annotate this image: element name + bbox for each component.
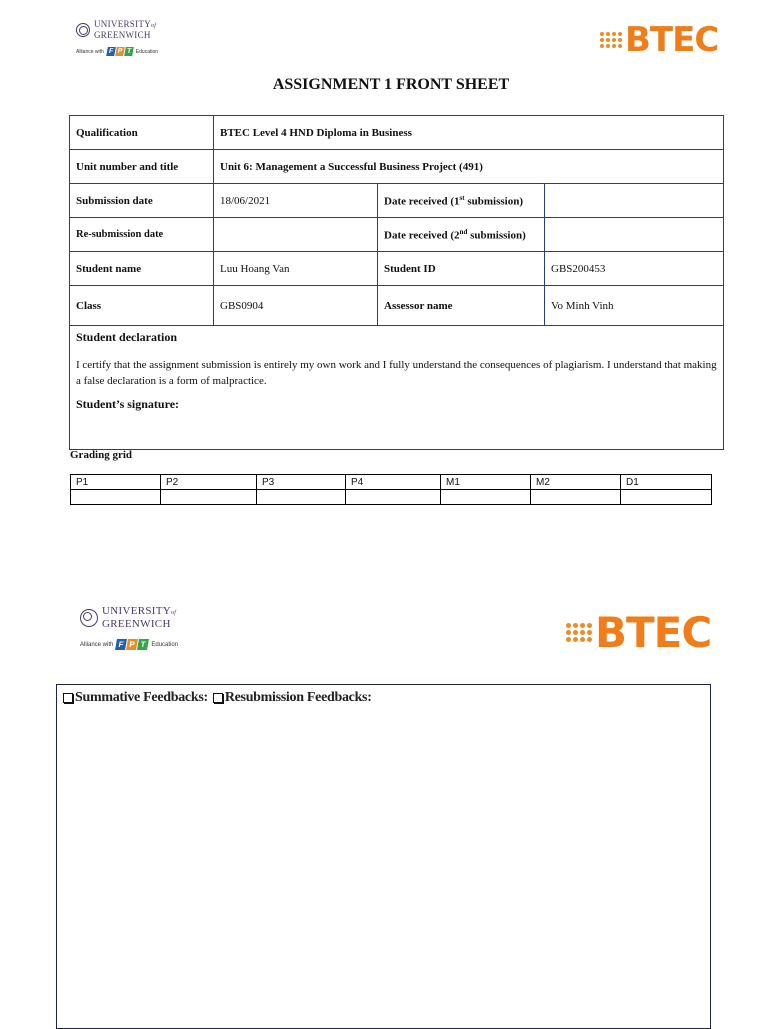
university-of-greenwich-logo — [76, 20, 186, 64]
submission-date-value: 18/06/2021 — [214, 184, 378, 218]
grade-m2: M2 — [531, 475, 621, 490]
date-received-1-value — [545, 184, 724, 218]
class-row — [70, 286, 724, 326]
assessor-value: Vo Minh Vinh — [545, 286, 724, 326]
grade-cell — [441, 490, 531, 505]
qualification-value: BTEC Level 4 HND Diploma in Business — [214, 116, 724, 150]
grading-grid — [70, 474, 712, 505]
resubmission-checkbox-icon[interactable] — [213, 693, 223, 703]
grade-cell — [346, 490, 441, 505]
fpt-alliance: Alliance with F P T Education — [80, 640, 179, 649]
grade-cell — [621, 490, 712, 505]
summative-feedback-label: Summative Feedbacks: — [75, 690, 208, 705]
fpt-logo: F P T — [116, 639, 148, 650]
class-value: GBS0904 — [214, 286, 378, 326]
qualification-row — [70, 116, 724, 150]
assessor-label: Assessor name — [378, 286, 545, 326]
grade-cell — [161, 490, 257, 505]
grade-d1: D1 — [621, 475, 712, 490]
btec-logo-page2: BTEC — [566, 608, 711, 657]
unit-value: Unit 6: Management a Successful Business Project (491) — [214, 150, 724, 184]
btec-dots-icon — [566, 623, 592, 642]
student-name-value: Luu Hoang Van — [214, 252, 378, 286]
date-received-1-label: Date received (1st submission) — [378, 184, 545, 218]
university-of-greenwich-logo-page2 — [80, 606, 200, 660]
student-row — [70, 252, 724, 286]
university-name: UNIVERSITYof GREENWICH — [94, 19, 157, 40]
unit-row — [70, 150, 724, 184]
grade-p1: P1 — [71, 475, 161, 490]
grade-cell — [257, 490, 346, 505]
resubmission-date-value — [214, 218, 378, 252]
grade-p2: P2 — [161, 475, 257, 490]
student-id-label: Student ID — [378, 252, 545, 286]
grading-value-row — [71, 490, 712, 505]
university-name: UNIVERSITYof GREENWICH — [102, 605, 177, 630]
grade-cell — [71, 490, 161, 505]
date-received-2-label: Date received (2nd submission) — [378, 218, 545, 252]
greenwich-crest-icon — [80, 609, 98, 627]
class-label: Class — [70, 286, 214, 326]
qualification-label: Qualification — [70, 116, 214, 150]
student-name-label: Student name — [70, 252, 214, 286]
btec-logo: BTEC — [600, 20, 718, 60]
fpt-logo: F P T — [107, 47, 133, 56]
date-received-2-value — [545, 218, 724, 252]
summative-checkbox-icon[interactable] — [63, 693, 73, 703]
greenwich-crest-icon — [76, 23, 90, 37]
feedback-box — [56, 684, 711, 1029]
declaration-row — [70, 326, 724, 450]
grade-p3: P3 — [257, 475, 346, 490]
fpt-alliance: Alliance with F P T Education — [76, 48, 159, 55]
btec-dots-icon — [600, 32, 622, 48]
grading-grid-label: Grading grid — [70, 449, 133, 461]
resubmission-feedback-label: Resubmission Feedbacks: — [224, 690, 372, 705]
declaration-text: I certify that the assignment submission is entirely my own work and I fully understand the consequences of plagiarism. I understand that making a false declaration is a form of malpractice. — [76, 359, 717, 387]
signature-label: Student’s signature: — [76, 397, 180, 411]
grade-m1: M1 — [441, 475, 531, 490]
student-declaration — [70, 326, 724, 450]
submission-row — [70, 184, 724, 218]
feedback-header — [63, 690, 372, 706]
grade-p4: P4 — [346, 475, 441, 490]
resubmission-row — [70, 218, 724, 252]
grade-cell — [531, 490, 621, 505]
submission-date-label: Submission date — [70, 184, 214, 218]
page-title: ASSIGNMENT 1 FRONT SHEET — [272, 76, 510, 93]
declaration-title: Student declaration — [76, 330, 178, 344]
front-sheet-table — [69, 115, 724, 450]
unit-label: Unit number and title — [70, 150, 214, 184]
student-id-value: GBS200453 — [545, 252, 724, 286]
grading-header-row — [71, 475, 712, 490]
resubmission-date-label: Re-submission date — [70, 218, 214, 252]
